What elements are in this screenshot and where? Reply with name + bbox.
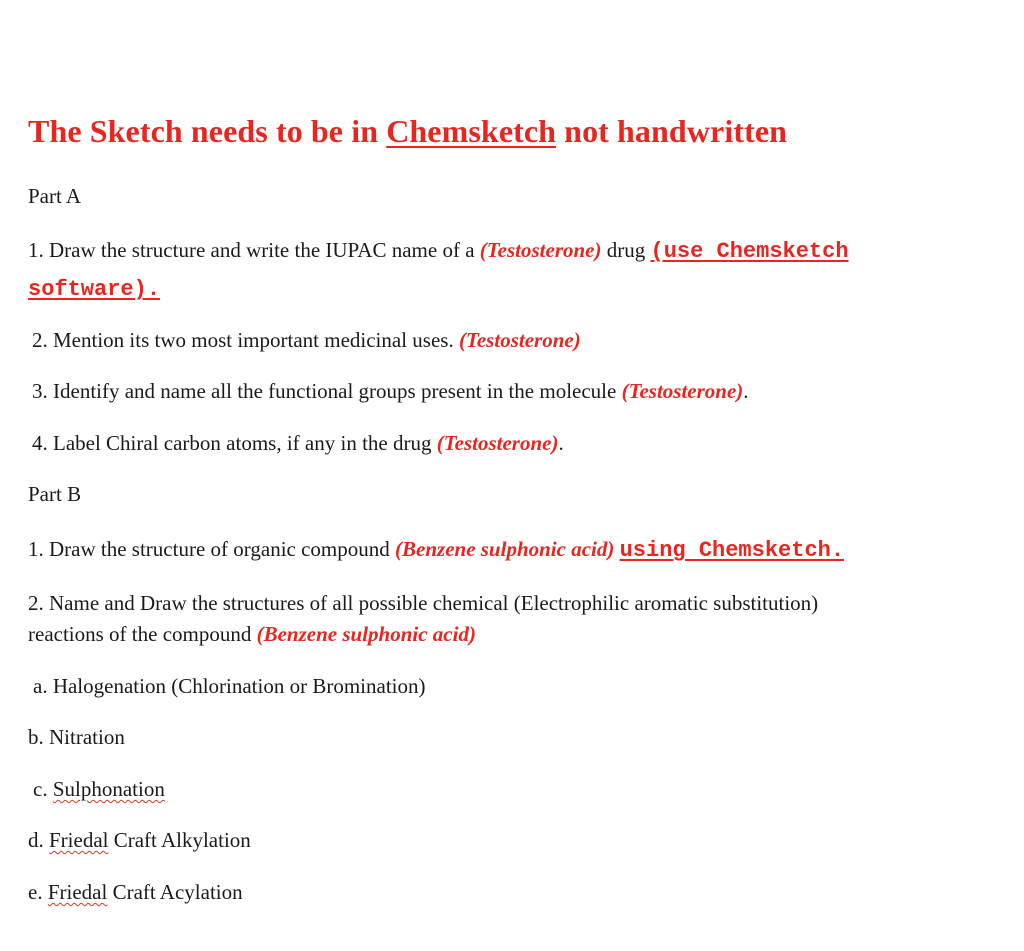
spelling-flag: Sulphonation bbox=[52, 777, 165, 801]
title-chemsketch: Chemsketch bbox=[386, 113, 557, 149]
drug-name: (Testosterone) bbox=[479, 238, 602, 262]
part-a-heading: Part A bbox=[28, 184, 82, 208]
list-item-friedal-acylation: e. Friedal Craft Acylation bbox=[28, 880, 243, 904]
compound-name: (Benzene sulphonic acid) bbox=[256, 622, 476, 646]
question-text: 2. Mention its two most important medicinal uses. bbox=[32, 328, 459, 352]
list-item-sulphonation: c. Sulphonation bbox=[33, 777, 165, 801]
drug-name: (Testosterone) bbox=[458, 328, 581, 352]
question-text: drug bbox=[601, 238, 651, 262]
part-b-question-1 bbox=[28, 537, 844, 563]
question-text: 1. Draw the structure of organic compound bbox=[28, 537, 396, 561]
list-item-nitration: b. Nitration bbox=[28, 725, 125, 749]
question-end: . bbox=[743, 379, 749, 403]
part-a-question-1 bbox=[28, 238, 849, 264]
part-b-heading: Part B bbox=[28, 482, 82, 506]
title-suffix: not handwritten bbox=[556, 113, 788, 149]
drug-name: (Testosterone) bbox=[621, 379, 744, 403]
part-a-question-2 bbox=[32, 328, 581, 352]
drug-name: (Testosterone) bbox=[436, 431, 559, 455]
part-a-question-3 bbox=[32, 379, 749, 403]
list-item-friedal-alkylation: d. Friedal Craft Alkylation bbox=[28, 828, 251, 852]
question-text: 4. Label Chiral carbon atoms, if any in the drug bbox=[32, 431, 437, 455]
list-item-halogenation: a. Halogenation (Chlorination or Bromination) bbox=[33, 674, 426, 698]
chemsketch-note-continued: software). bbox=[28, 277, 161, 302]
question-end: . bbox=[558, 431, 564, 455]
part-b-question-2-line-2 bbox=[28, 622, 476, 646]
page-title bbox=[28, 113, 787, 150]
question-text: reactions of the compound bbox=[28, 622, 257, 646]
part-a-question-1-continued bbox=[28, 276, 160, 302]
chemsketch-note: using Chemsketch. bbox=[619, 538, 845, 563]
spelling-flag: Friedal bbox=[49, 828, 109, 852]
part-a-question-4 bbox=[32, 431, 564, 455]
question-text: 3. Identify and name all the functional groups present in the molecule bbox=[32, 379, 622, 403]
compound-name: (Benzene sulphonic acid) bbox=[395, 537, 615, 561]
question-text: 1. Draw the structure and write the IUPAC name of a bbox=[28, 238, 480, 262]
part-b-question-2-line-1: 2. Name and Draw the structures of all possible chemical (Electrophilic aromatic substitution) bbox=[28, 591, 819, 615]
title-prefix: The Sketch needs to be in bbox=[28, 113, 387, 149]
spelling-flag: Friedal bbox=[47, 880, 108, 904]
chemsketch-note: (use Chemsketch bbox=[650, 239, 849, 264]
